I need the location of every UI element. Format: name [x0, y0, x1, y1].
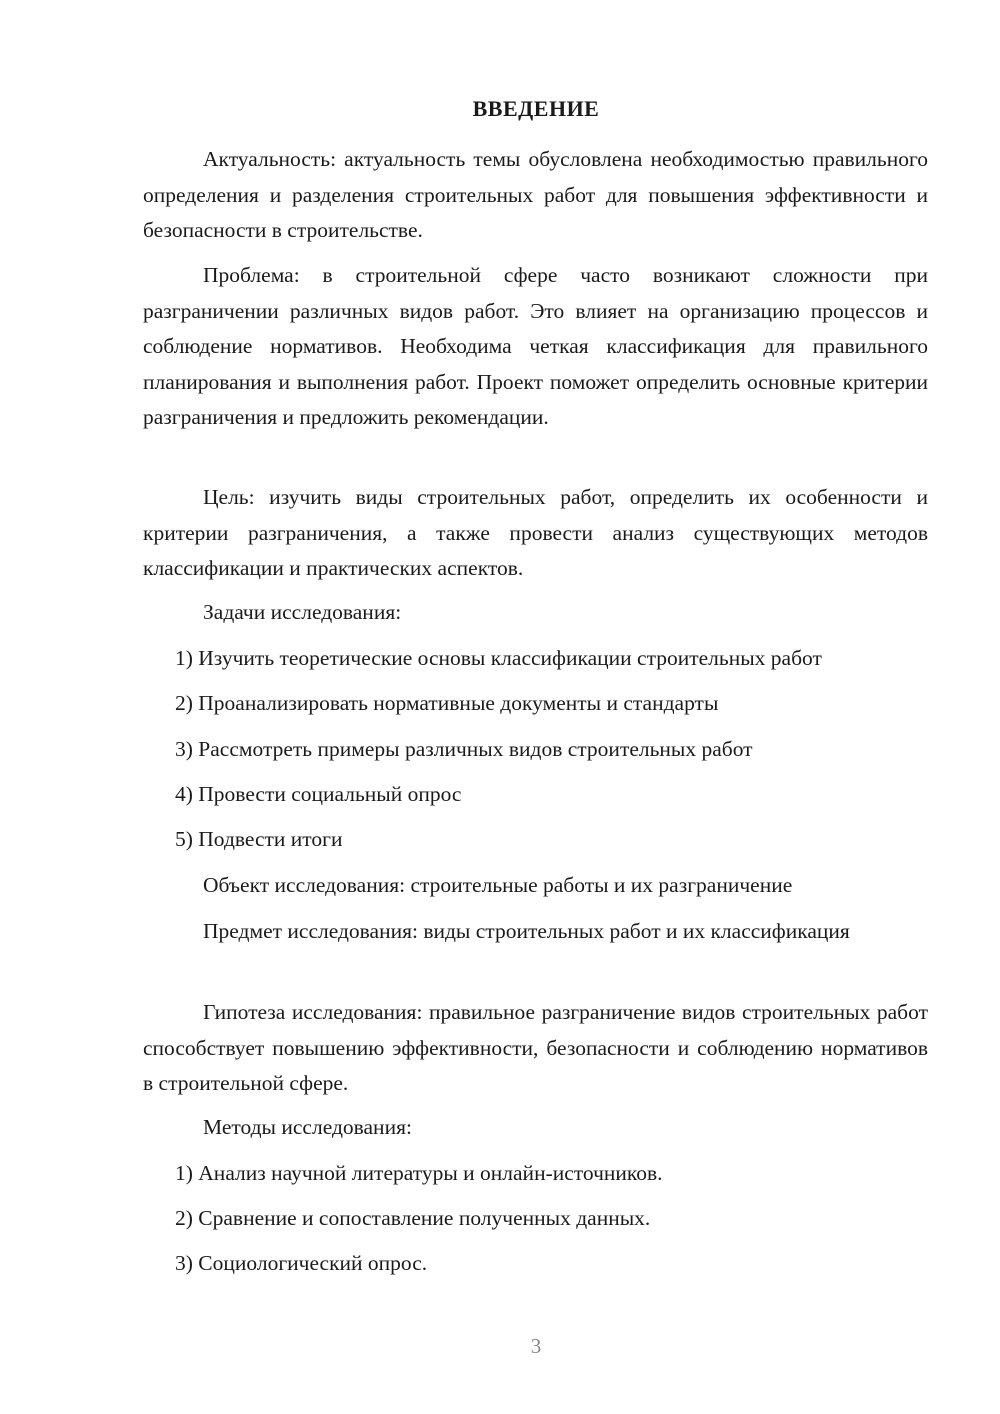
task-item-3: 3) Рассмотреть примеры различных видов строительных работ: [175, 737, 753, 761]
task-item-5: 5) Подвести итоги: [175, 827, 343, 851]
method-item-3: 3) Социологический опрос.: [175, 1251, 428, 1275]
problem-paragraph: Проблема: в строительной сфере часто возникают сложности при разграничении различных видов работ. Это влияет на организацию процессов и соблюдение нормативов. Необходима четкая классификация для правильного планирования и выполнения работ. Проект поможет определить основные критерии разграничения и предложить рекомендации.: [143, 263, 928, 429]
method-item-2: 2) Сравнение и сопоставление полученных данных.: [175, 1206, 651, 1230]
page-number: 3: [530, 1334, 542, 1358]
subject-paragraph: Предмет исследования: виды строительных работ и их классификация: [203, 919, 850, 943]
methods-heading: Методы исследования:: [203, 1115, 412, 1139]
relevance-paragraph: Актуальность: актуальность темы обусловлена необходимостью правильного определения и разделения строительных работ для повышения эффективности и безопасности в строительстве.: [143, 147, 928, 242]
task-item-4: 4) Провести социальный опрос: [175, 782, 462, 806]
task-item-2: 2) Проанализировать нормативные документы и стандарты: [175, 691, 719, 715]
tasks-heading: Задачи исследования:: [203, 600, 402, 624]
goal-paragraph: Цель: изучить виды строительных работ, определить их особенности и критерии разграничения, а также провести анализ существующих методов классификации и практических аспектов.: [143, 485, 928, 580]
task-item-1: 1) Изучить теоретические основы классификации строительных работ: [175, 646, 822, 670]
method-item-1: 1) Анализ научной литературы и онлайн-источников.: [175, 1161, 663, 1185]
hypothesis-paragraph: Гипотеза исследования: правильное разграничение видов строительных работ способствует повышению эффективности, безопасности и соблюдению нормативов в строительной сфере.: [143, 1000, 928, 1095]
object-line: Объект исследования: строительные работы и их разграничение: [203, 873, 793, 897]
section-title: ВВЕДЕНИЕ: [472, 96, 600, 121]
